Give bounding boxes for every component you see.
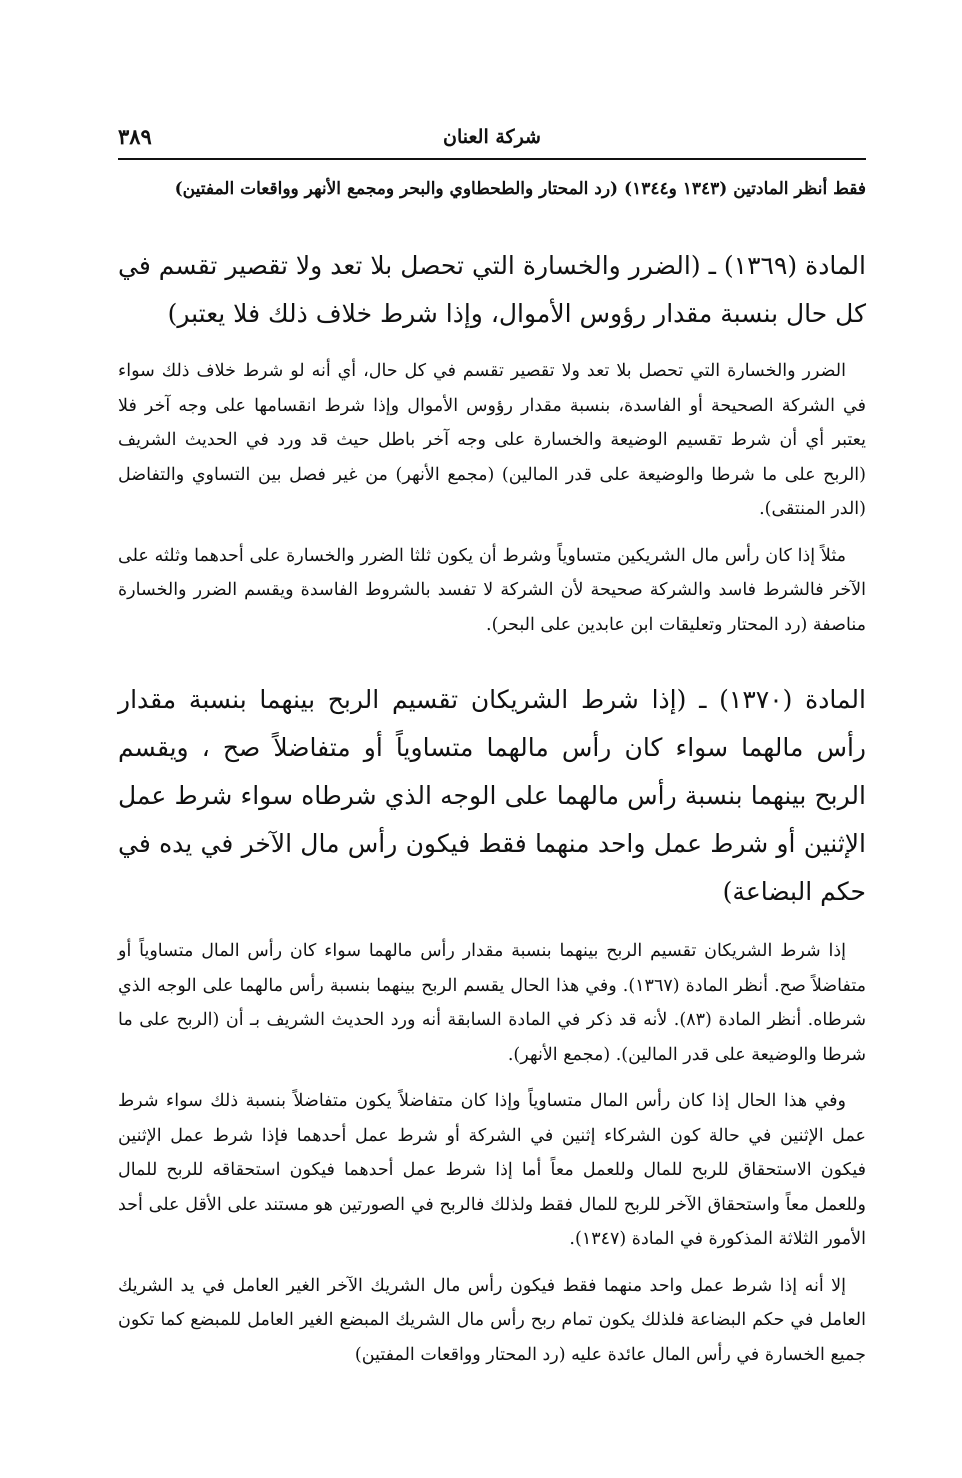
article-1370-commentary-1: إذا شرط الشريكان تقسيم الربح بينهما بنسبة مقدار رأس مالهما سواء كان رأس المال متساوياً أو متفاضلاً صح. أنظر المادة (١٣٦٧). وفي هذا الحال يقسم الربح بينهما بنسبة رأس مالهما على الوجه الذي شرطاه. أنظر المادة (٨٣). لأنه قد ذكر في المادة السابقة أنه ورد الحديث الشريف بـ أن (الربح على ما شرطا والوضيعة على قدر المالين). (مجمع الأنهر). <box>118 941 867 1065</box>
article-1370-commentary-3: إلا أنه إذا شرط عمل واحد منهما فقط فيكون رأس مال الشريك الآخر الغير العامل في يد الشريك العامل في حكم البضاعة فلذلك يكون تمام ربح رأس مال الشريك المبضع الغير العامل للمبضع كما تكون جميع الخسارة في رأس المال عائدة عليه (رد المحتار وواقعات المفتين) <box>118 1275 866 1365</box>
article-1370-commentary-2: وفي هذا الحال إذا كان رأس المال متساوياً وإذا كان متفاضلاً يكون متفاضلاً بنسبة ذلك سواء شرط عمل الإثنين في حالة كون الشركاء إثنين في الشركة أو شرط عمل أحدهما فإذا شرط عمل الإثنين فيكون الاستحقاق للربح للمال وللعمل معاً أما إذا شرط عمل أحدهما فيكون استحقاقه للربح للمال وللعمل معاً واستحقاق الآخر للربح للمال فقط ولذلك فالربح في الصورتين هو مستند على الأقل على أحد الأمور الثلاثة المذكورة في المادة (١٣٤٧). <box>118 1091 866 1249</box>
book-page <box>118 118 866 1372</box>
running-title: شركة العنان <box>443 126 541 148</box>
article-1369-text: المادة (١٣٦٩) ـ (الضرر والخسارة التي تحصل بلا تعد ولا تقصير تقسم في كل حال بنسبة مقدار رؤوس الأموال، وإذا شرط خلاف ذلك فلا يعتبر) <box>118 251 866 328</box>
article-1370-text: المادة (١٣٧٠) ـ (إذا شرط الشريكان تقسيم الربح بينهما بنسبة مقدار رأس مالهما سواء كان رأس مالهما متساوياً أو متفاضلاً صح ، ويقسم الربح بينهما بنسبة رأس مالهما على الوجه الذي شرطاه سواء شرط عمل الإثنين أو شرط عمل واحد منهما فقط فيكون رأس مال الآخر في يده في حكم البضاعة) <box>118 685 867 906</box>
article-1369-commentary-1: الضرر والخسارة التي تحصل بلا تعد ولا تقصير تقسم في كل حال، أي أنه لو شرط خلاف ذلك سواء في الشركة الصحيحة أو الفاسدة، بنسبة مقدار رؤوس الأموال وإذا شرط انقسامها على وجه آخر فلا يعتبر أي أن شرط تقسيم الوضيعة والخسارة على وجه آخر باطل حيث قد ورد في الحديث الشريف (الربح على ما شرطا والوضيعة على قدر المالين) (مجمع الأنهر) من غير فصل بين التساوي والتفاضل (الدر المنتقى). <box>118 361 866 519</box>
page-header <box>118 118 866 160</box>
article-1369-commentary-2: مثلاً إذا كان رأس مال الشريكين متساوياً وشرط أن يكون ثلثا الضرر والخسارة على أحدهما وثلثه على الآخر فالشرط فاسد والشركة صحيحة لأن الشركة لا تفسد بالشروط الفاسدة ويقسم الضرر والخسارة مناصفة (رد المحتار وتعليقات ابن عابدين على البحر). <box>118 545 866 635</box>
reference-line: فقط أنظر المادتين (١٣٤٣ و١٣٤٤) (رد المحتار والطحطاوي والبحر ومجمع الأنهر وواقعات المفتين) <box>174 179 866 199</box>
page-number: ٣٨٩ <box>118 124 152 149</box>
